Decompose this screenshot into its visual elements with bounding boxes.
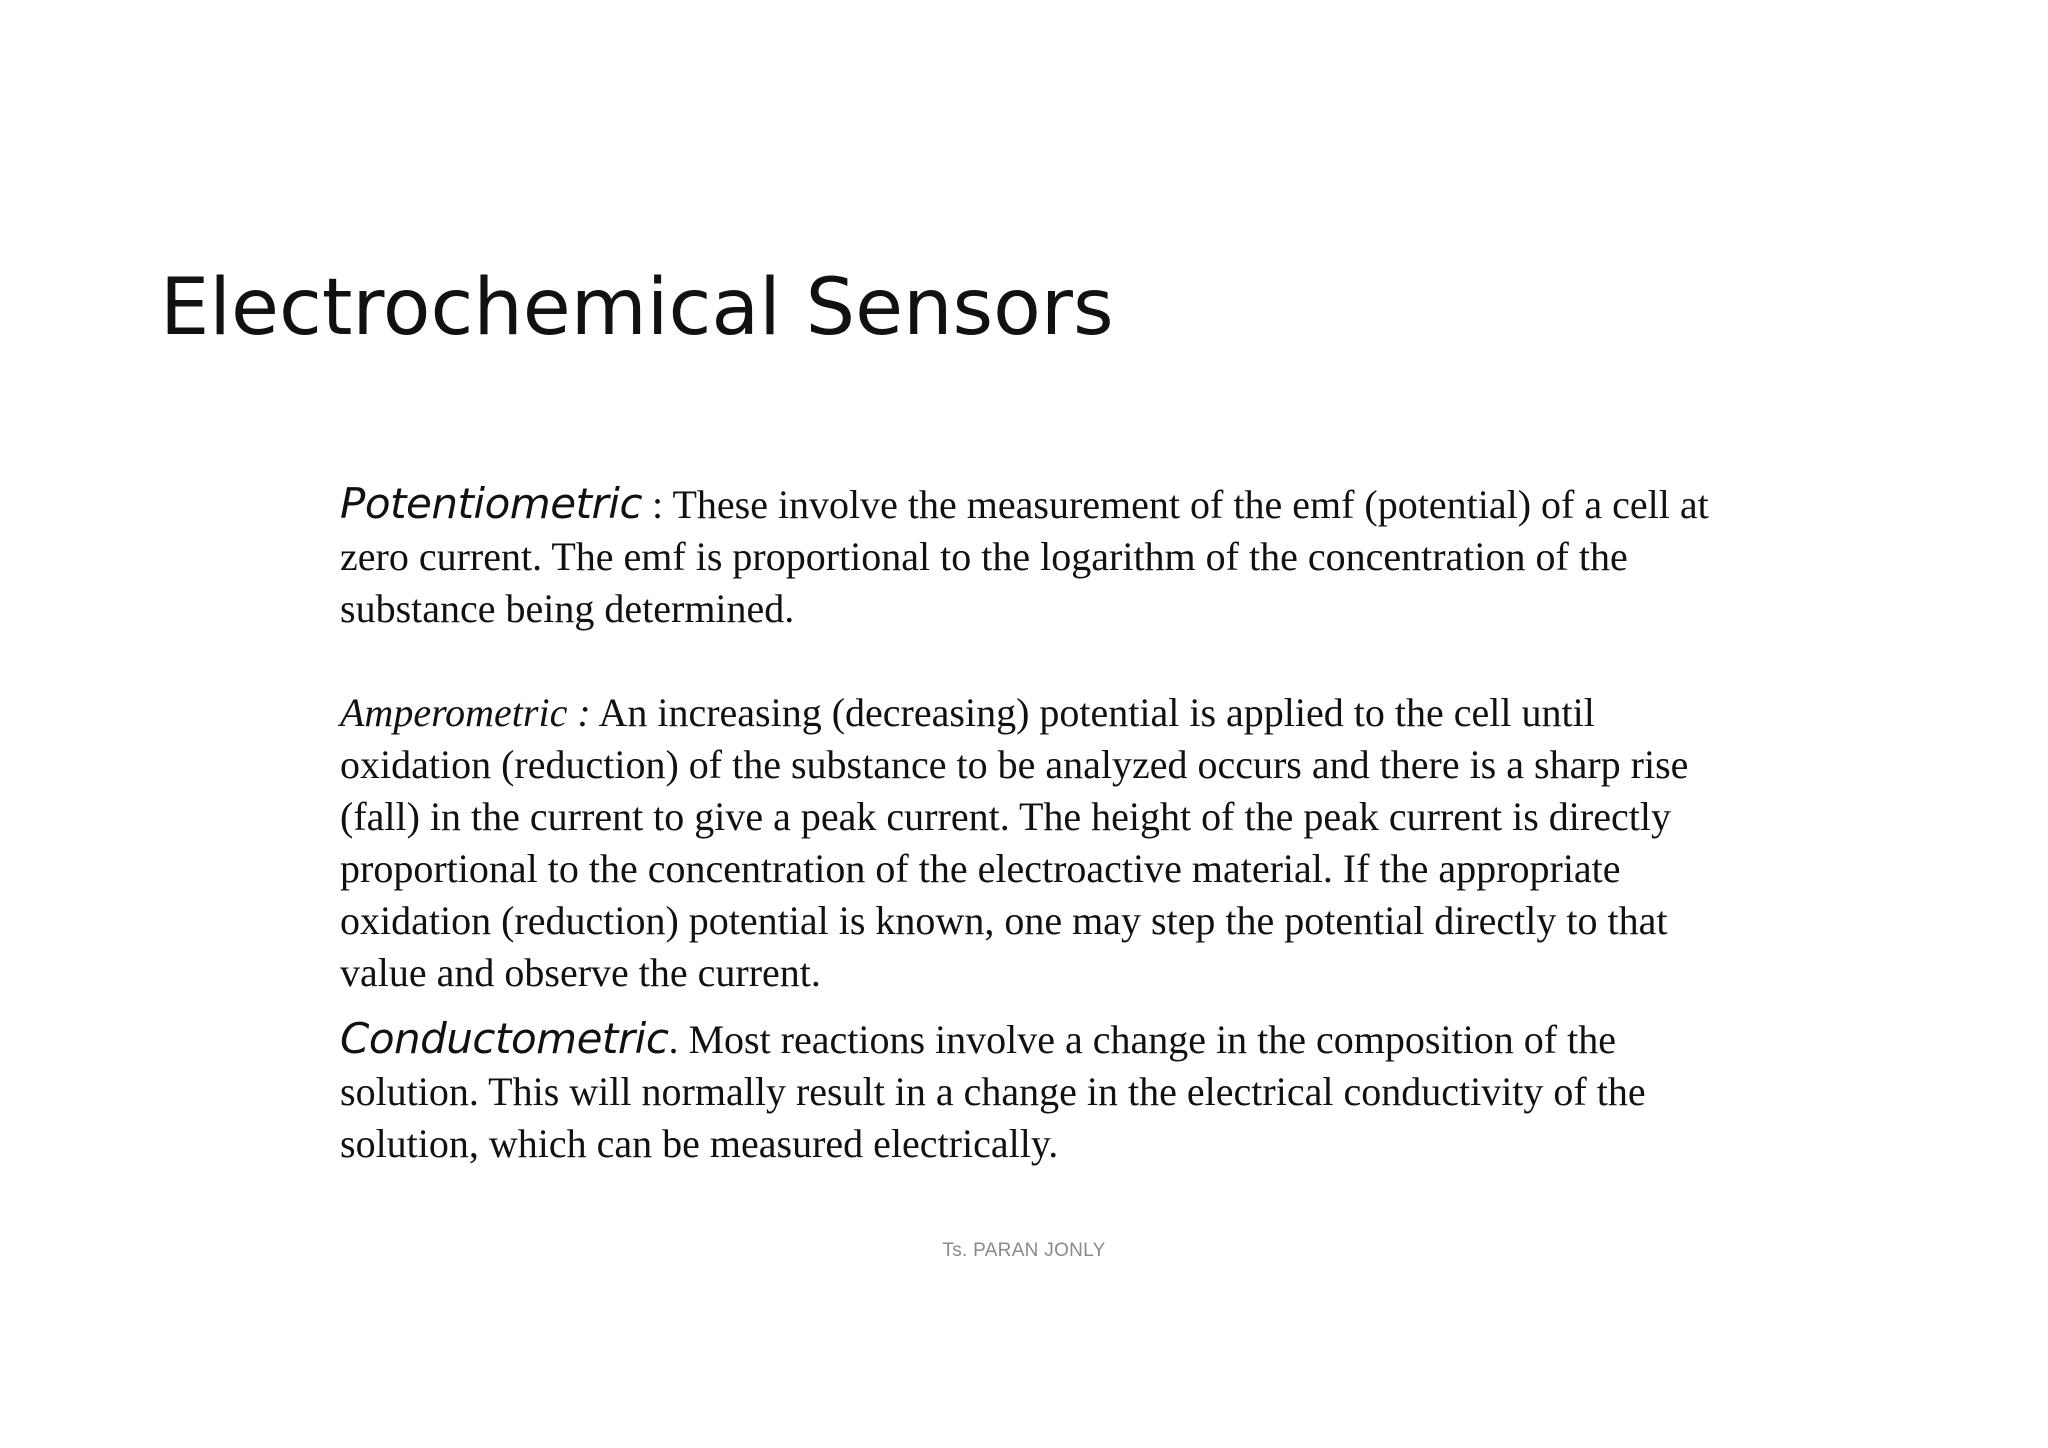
conductometric-paragraph xyxy=(340,1013,1740,1170)
potentiometric-separator: : xyxy=(642,482,673,527)
potentiometric-text: These involve the measurement of the emf (potential) of a cell at zero current. The emf is proportional to the logarithm of the concentration of the substance being determined. xyxy=(340,482,1709,631)
paragraph-spacer xyxy=(340,999,1740,1013)
slide-title: Electrochemical Sensors xyxy=(160,263,1114,353)
slide-body xyxy=(340,478,1740,1170)
conductometric-text: Most reactions involve a change in the composition of the solution. This will normally result in a change in the electrical conductivity of the solution, which can be measured electrically. xyxy=(340,1017,1646,1166)
amperometric-text: An increasing (decreasing) potential is applied to the cell until oxidation (reduction) of the substance to be analyzed occurs and there is a sharp rise (fall) in the current to give a peak current. The height of the peak current is directly proportional to the concentration of the electroactive material. If the appropriate oxidation (reduction) potential is known, one may step the potential directly to that value and observe the current. xyxy=(340,690,1689,995)
amperometric-paragraph xyxy=(340,687,1740,999)
amperometric-term: Amperometric : xyxy=(340,690,591,735)
paragraph-spacer xyxy=(340,635,1740,687)
potentiometric-paragraph xyxy=(340,478,1740,635)
potentiometric-term: Potentiometric xyxy=(340,479,643,528)
conductometric-separator: . xyxy=(668,1017,689,1062)
footer-author: Ts. PARAN JONLY xyxy=(942,1240,1106,1261)
conductometric-term: Conductometric xyxy=(340,1014,669,1063)
